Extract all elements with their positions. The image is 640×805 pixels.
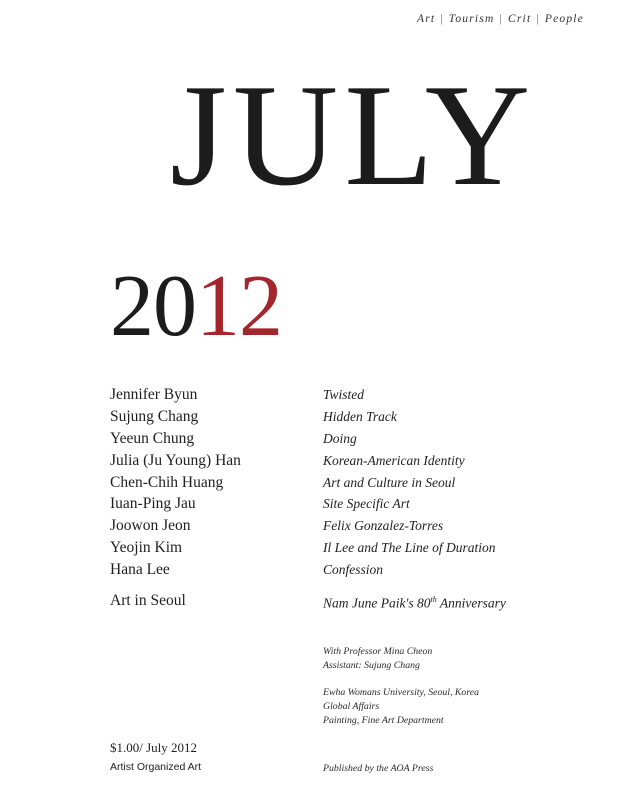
article-title[interactable]: Confession	[323, 562, 384, 578]
nav-item-people[interactable]: People	[544, 13, 584, 25]
contributor-name: Yeeun Chung	[110, 429, 195, 447]
contributor-names	[110, 384, 241, 581]
contributor-name: Sujung Chang	[110, 407, 199, 425]
credit-assistant: Assistant: Sujung Chang	[323, 660, 420, 671]
affiliation-block	[323, 686, 479, 728]
nav-separator: |	[440, 13, 444, 25]
feature-title-end: Anniversary	[436, 595, 506, 611]
cover-year-suffix: 12	[196, 258, 282, 355]
contributor-name: Julia (Ju Young) Han	[110, 451, 241, 469]
cover-month: JULY	[170, 54, 537, 216]
nav-item-crit[interactable]: Crit	[508, 13, 532, 25]
article-titles	[323, 384, 496, 581]
nav-separator: |	[499, 13, 503, 25]
nav-item-art[interactable]: Art	[416, 13, 436, 25]
publisher-org: Artist Organized Art	[110, 761, 202, 773]
credit-professor: With Professor Mina Cheon	[323, 646, 433, 657]
contributor-name: Chen-Chih Huang	[110, 473, 224, 491]
article-title[interactable]: Doing	[323, 430, 357, 446]
article-title[interactable]: Hidden Track	[323, 408, 397, 424]
affiliation-department: Painting, Fine Art Department	[323, 715, 444, 726]
issue-price: $1.00/ July 2012	[110, 740, 198, 755]
article-title[interactable]: Twisted	[323, 387, 365, 402]
cover-year	[110, 258, 282, 355]
contributor-name: Yeojin Kim	[110, 539, 183, 557]
feature-title-main: Nam June Paik's 80	[323, 595, 431, 611]
credits-block	[323, 645, 432, 673]
feature-title[interactable]	[323, 595, 506, 612]
feature-section-label: Art in Seoul	[110, 592, 186, 609]
nav-separator: |	[536, 13, 540, 25]
article-title[interactable]: Felix Gonzalez-Torres	[323, 518, 444, 534]
publisher-credit: Published by the AOA Press	[323, 763, 434, 774]
contributor-name: Iuan-Ping Jau	[110, 495, 196, 513]
contributor-name: Jennifer Byun	[110, 386, 198, 403]
article-title[interactable]: Art and Culture in Seoul	[323, 474, 456, 490]
nav-item-tourism[interactable]: Tourism	[448, 13, 495, 25]
feature-title-ordinal: th	[430, 595, 437, 604]
affiliation-program: Global Affairs	[323, 701, 380, 712]
affiliation-university: Ewha Womans University, Seoul, Korea	[323, 687, 480, 698]
section-nav	[417, 13, 584, 25]
article-title[interactable]: Korean-American Identity	[323, 452, 465, 468]
contributor-name: Joowon Jeon	[110, 517, 191, 535]
contributor-name: Hana Lee	[110, 561, 170, 579]
article-title[interactable]: Site Specific Art	[323, 496, 410, 512]
article-title[interactable]: Il Lee and The Line of Duration	[323, 540, 496, 556]
cover-year-prefix: 20	[110, 258, 196, 355]
